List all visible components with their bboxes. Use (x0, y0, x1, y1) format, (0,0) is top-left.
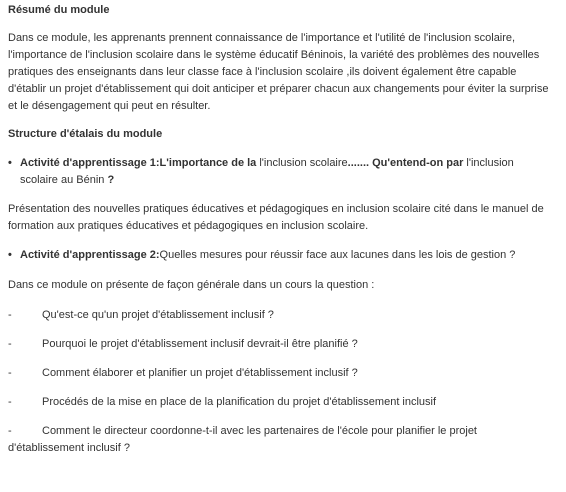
dash-marker: - (8, 309, 12, 321)
question-text: Procédés de la mise en place de la planification du projet d'établissement inclusif (42, 396, 437, 408)
structure-heading: Structure d'étalais du module (8, 128, 163, 140)
activity-1-item (8, 155, 554, 189)
question-item (8, 423, 554, 457)
bullet-icon: • (8, 249, 12, 261)
presentation-text: Présentation des nouvelles pratiques éducatives et pédagogiques en inclusion scolaire cité dans le manuel de formation aux pratiques éducatives et pédagogiques en inclusion scolaire. (8, 203, 544, 232)
activity-1-topic: l'inclusion scolaire (256, 157, 348, 169)
activity-1-title: Activité d'apprentissage 1:L'importance de la (20, 157, 257, 169)
activity-1-question-lead: ....... Qu'entend-on par (347, 157, 464, 169)
dash-marker: - (8, 425, 12, 437)
dash-marker: - (8, 338, 12, 350)
resume-body: Dans ce module, les apprenants prennent connaissance de l'importance et l'utilité de l'inclusion scolaire, l'importance de l'inclusion scolaire dans le système éducatif Béninois, la variété des problèmes des nouvelles pratiques des enseignants dans leur classe face à l'inclusion scolaire ,ils doivent également être capable d'établir un projet d'établissement qui doit anticiper et préparer chacun aux changements pour éviter la surprise et le désengagement qui peut en résulter. (8, 32, 549, 112)
bullet-icon: • (8, 157, 12, 169)
question-text: Comment le directeur coordonne-t-il avec les partenaires de l'école pour planifier le projet d'établissement inclusif ? (8, 425, 477, 454)
module-intro: Dans ce module on présente de façon générale dans un cours la question : (8, 279, 375, 291)
question-text: Comment élaborer et planifier un projet d'établissement inclusif ? (42, 367, 358, 379)
resume-heading: Résumé du module (8, 4, 110, 16)
question-text: Qu'est-ce qu'un projet d'établissement inclusif ? (42, 309, 274, 321)
activity-2-title: Activité d'apprentissage 2: (20, 249, 160, 261)
activity-1-question: l'inclusion scolaire au Bénin (20, 157, 514, 186)
dash-marker: - (8, 396, 12, 408)
question-text: Pourquoi le projet d'établissement inclusif devrait-il être planifié ? (42, 338, 358, 350)
activity-2-item (8, 247, 554, 264)
dash-marker: - (8, 367, 12, 379)
activity-2-text: Quelles mesures pour réussir face aux lacunes dans les lois de gestion ? (159, 249, 516, 261)
activity-1-question-mark: ? (107, 174, 115, 186)
